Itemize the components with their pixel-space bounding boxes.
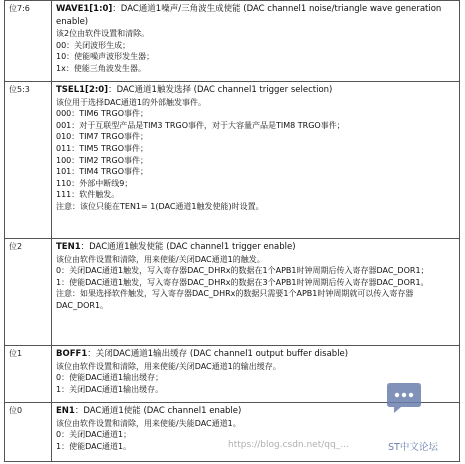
description-line: 注意：如果选择软件触发，写入寄存器DAC_DHRx的数据只需要1个APB1时钟周期就可以传入寄存器DAC_DOR1。 (56, 289, 414, 310)
description-line: 1：使能DAC通道1触发，写入寄存器DAC_DHRx的数据在3个APB1时钟周期后传入寄存器DAC_DOR1。 (56, 277, 429, 287)
description-line: 1x：使能三角波发生器。 (56, 63, 146, 73)
description-line: 011：TIM5 TRGO事件； (56, 143, 148, 153)
description-line: 该位由软件设置和清除，用来使能/关闭DAC通道1的触发。 (56, 254, 265, 264)
description-line: 0：关闭DAC通道1触发，写入寄存器DAC_DHRx的数据在1个APB1时钟周期后传入寄存器DAC_DOR1； (56, 266, 429, 276)
field-heading (56, 348, 455, 361)
watermark-brand: ST中文论坛 (388, 442, 438, 453)
description-line: 001：对于互联型产品是TIM3 TRGO事件，对于大容量产品是TIM8 TRGO事件； (56, 120, 345, 130)
table-row (5, 82, 460, 239)
field-name: TSEL1[2:0] (56, 85, 109, 95)
description-line: 注意：该位只能在TEN1= 1(DAC通道1触发使能)时设置。 (56, 201, 264, 211)
field-title: ：DAC通道1触发选择 (DAC channel1 trigger selection) (108, 85, 333, 95)
description-line: 1：关闭DAC通道1输出缓存。 (56, 384, 164, 394)
field-name: TEN1 (56, 242, 81, 252)
bit-description (52, 239, 460, 346)
bit-description (52, 82, 460, 239)
field-title: ：DAC通道1使能 (DAC channel1 enable) (74, 406, 242, 416)
description-line: 110：外部中断线9； (56, 178, 133, 188)
bit-description (52, 1, 460, 82)
field-title: ：关闭DAC通道1输出缓存 (DAC channel1 output buffer disable) (87, 349, 349, 359)
bit-position: 位1 (5, 346, 52, 403)
bit-position: 位5:3 (5, 82, 52, 239)
forum-logo-icon (385, 379, 423, 417)
description-line: 该位由软件设置和清除，用来使能/关闭DAC通道1的输出缓存。 (56, 361, 281, 371)
table-row (5, 1, 460, 82)
description-line: 该2位由软件设置和清除。 (56, 29, 150, 39)
description-line: 101：TIM4 TRGO事件； (56, 167, 148, 177)
description-line: 1：使能DAC通道1。 (56, 441, 132, 451)
bit-position: 位2 (5, 239, 52, 346)
description-line: 10：使能噪声波形发生器； (56, 52, 155, 62)
description-line: 000：TIM6 TRGO事件； (56, 109, 148, 119)
description-line: 010：TIM7 TRGO事件； (56, 132, 148, 142)
description-line: 该位由软件设置和清除，用来使能/失能DAC通道1。 (56, 418, 241, 428)
table-row (5, 239, 460, 346)
description-line: 该位用于选择DAC通道1的外部触发事件。 (56, 97, 207, 107)
description-line: 0：使能DAC通道1输出缓存； (56, 373, 164, 383)
bit-position: 位0 (5, 403, 52, 462)
field-heading (56, 241, 455, 254)
description-line: 100：TIM2 TRGO事件； (56, 155, 148, 165)
description-line: 00：关闭波形生成； (56, 40, 131, 50)
field-title: ：DAC通道1触发使能 (DAC channel1 trigger enable) (80, 242, 296, 252)
field-name: WAVE1[1:0] (56, 4, 113, 14)
field-title: ：DAC通道1噪声/三角波生成使能 (DAC channel1 noise/triangle wave generation enable) (56, 4, 442, 27)
field-name: EN1 (56, 406, 75, 416)
description-line: 0：关闭DAC通道1； (56, 430, 132, 440)
field-name: BOFF1 (56, 349, 88, 359)
field-heading (56, 84, 455, 97)
bit-position: 位7:6 (5, 1, 52, 82)
watermark-url: https://blog.csdn.net/qq_... (228, 440, 349, 450)
field-heading (56, 3, 455, 28)
description-line: 111：软件触发。 (56, 190, 120, 200)
